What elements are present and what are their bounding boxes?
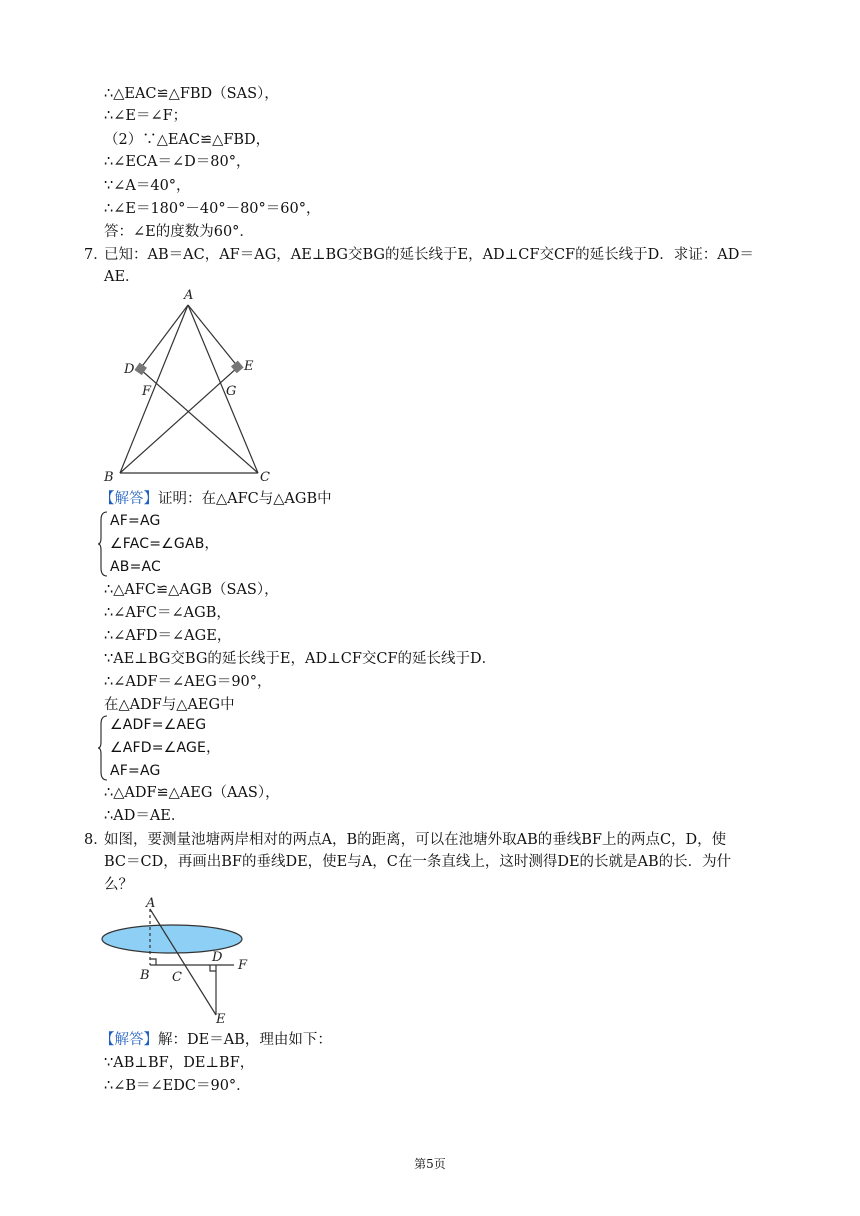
label-f: F bbox=[142, 384, 152, 399]
label-c: C bbox=[260, 470, 270, 485]
proof-line: ∵AB⊥BF，DE⊥BF， bbox=[104, 1055, 255, 1071]
proof-line: （2）∵△EAC≌△FBD， bbox=[104, 132, 271, 148]
label-e: E bbox=[244, 359, 254, 374]
proof-line: ∵∠A＝40°， bbox=[104, 178, 191, 194]
answer-line bbox=[100, 1030, 332, 1050]
proof-line: ∴△ADF≌△AEG（AAS）， bbox=[104, 785, 280, 801]
equation-line: ∠ADF=∠AEG bbox=[110, 717, 207, 733]
label-a: A bbox=[184, 288, 194, 303]
proof-line: ∴AD＝AE． bbox=[104, 808, 186, 824]
problem-text: 已知：AB＝AC，AF＝AG，AE⊥BG交BG的延长线于E，AD⊥CF交CF的延长线于D．求证：AD＝ bbox=[104, 247, 754, 263]
proof-line: 答：∠E的度数为60°． bbox=[104, 224, 254, 240]
proof-line: ∴∠ADF＝∠AEG＝90°， bbox=[104, 674, 272, 690]
equation-line: AF=AG bbox=[110, 513, 161, 529]
problem-text: AE． bbox=[104, 269, 140, 285]
problem-text: BC＝CD，再画出BF的垂线DE，使E与A，C在一条直线上，这时测得DE的长就是AB的长．为什 bbox=[104, 854, 732, 870]
proof-line: ∴∠E＝180°－40°－80°＝60°， bbox=[104, 201, 321, 217]
triangle-figure bbox=[100, 285, 280, 485]
proof-line: ∴∠B＝∠EDC＝90°． bbox=[104, 1078, 251, 1094]
pond-figure bbox=[96, 895, 266, 1025]
proof-line: ∴∠AFD＝∠AGE， bbox=[104, 628, 232, 644]
proof-line: ∴∠AFC＝∠AGB， bbox=[104, 605, 231, 621]
page-number: 第5页 bbox=[414, 1157, 446, 1171]
answer-tag: 【解答】 bbox=[100, 491, 158, 507]
label-g: G bbox=[226, 384, 237, 399]
answer-line bbox=[100, 489, 332, 509]
label-e: E bbox=[216, 1012, 226, 1025]
equation-line: ∠FAC=∠GAB， bbox=[110, 536, 219, 552]
answer-tag: 【解答】 bbox=[100, 1032, 158, 1048]
label-a: A bbox=[146, 896, 156, 911]
problem-text: 如图，要测量池塘两岸相对的两点A，B的距离，可以在池塘外取AB的垂线BF上的两点C，D，使 bbox=[104, 832, 727, 848]
label-c: C bbox=[172, 970, 182, 985]
problem-number: 7． bbox=[84, 247, 108, 263]
left-brace bbox=[98, 510, 108, 578]
left-brace bbox=[98, 714, 108, 782]
label-d: D bbox=[212, 950, 223, 965]
answer-intro: 解：DE＝AB，理由如下： bbox=[158, 1032, 332, 1048]
label-b: B bbox=[104, 470, 114, 485]
proof-line: ∴∠ECA＝∠D＝80°， bbox=[104, 154, 251, 170]
proof-line: ∵AE⊥BG交BG的延长线于E，AD⊥CF交CF的延长线于D． bbox=[104, 651, 497, 667]
label-b: B bbox=[140, 968, 150, 983]
proof-line: ∴△AFC≌△AGB（SAS）， bbox=[104, 582, 279, 598]
equation-line: AF=AG bbox=[110, 763, 161, 779]
problem-number: 8． bbox=[84, 832, 108, 848]
problem-text: 么？ bbox=[104, 877, 133, 893]
label-f: F bbox=[238, 958, 248, 973]
proof-line: 在△ADF与△AEG中 bbox=[104, 697, 235, 713]
answer-intro: 证明：在△AFC与△AGB中 bbox=[158, 491, 332, 507]
label-d: D bbox=[124, 362, 135, 377]
equation-line: ∠AFD=∠AGE， bbox=[110, 740, 221, 756]
proof-line: ∴∠E＝∠F； bbox=[104, 108, 188, 124]
pond bbox=[102, 925, 242, 953]
equation-line: AB=AC bbox=[110, 559, 162, 575]
proof-line: ∴△EAC≌△FBD（SAS）， bbox=[104, 86, 279, 102]
